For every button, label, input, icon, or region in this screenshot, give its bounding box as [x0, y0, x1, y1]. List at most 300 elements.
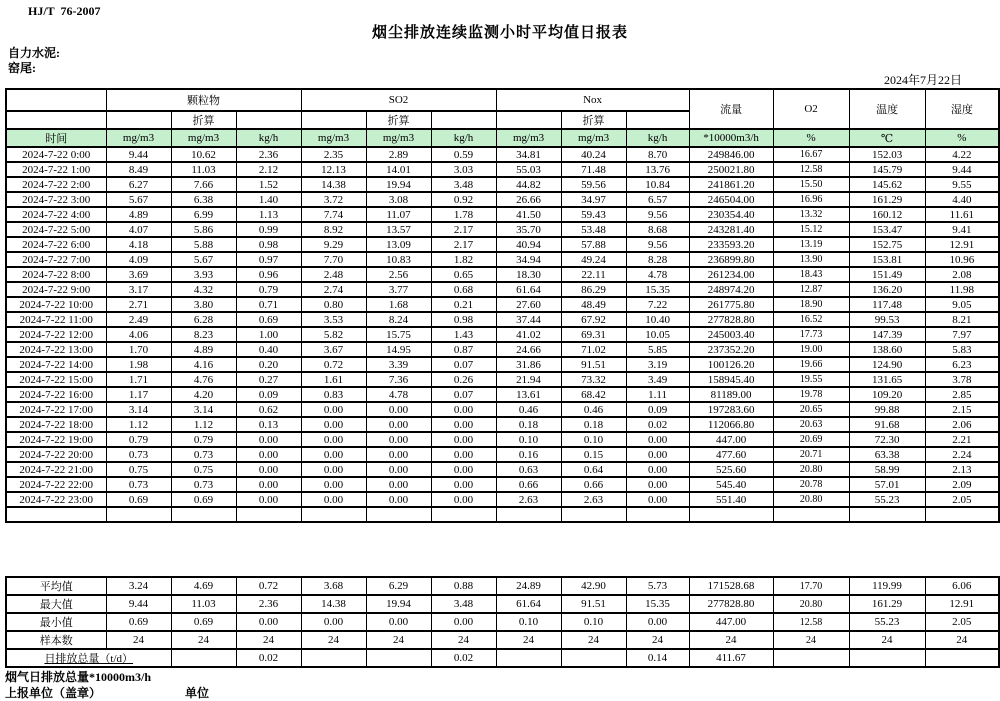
value-cell: 0.63 — [496, 462, 561, 477]
value-cell: 2.06 — [925, 417, 999, 432]
value-cell: 0.18 — [496, 417, 561, 432]
value-cell: 1.11 — [626, 387, 689, 402]
value-cell: 0.00 — [431, 477, 496, 492]
summary-value-cell: 0.00 — [301, 613, 366, 631]
value-cell: 53.48 — [561, 222, 626, 237]
time-cell: 2024-7-22 20:00 — [6, 447, 106, 462]
value-cell: 2.08 — [925, 267, 999, 282]
value-cell: 1.12 — [171, 417, 236, 432]
value-cell: 0.09 — [236, 387, 301, 402]
group-header-particulate: 颗粒物 — [106, 89, 301, 111]
empty-cell — [301, 507, 366, 522]
value-cell: 1.70 — [106, 342, 171, 357]
value-cell: 14.38 — [301, 177, 366, 192]
reporting-unit-label: 上报单位（盖章） — [5, 686, 102, 700]
value-cell: 0.00 — [366, 447, 431, 462]
value-cell: 0.02 — [626, 417, 689, 432]
daily-total-value-cell — [925, 649, 999, 667]
daily-total-value-cell — [849, 649, 925, 667]
footer-line2 — [5, 684, 210, 701]
value-cell: 152.03 — [849, 147, 925, 162]
empty-cell — [561, 507, 626, 522]
value-cell: 4.32 — [171, 282, 236, 297]
value-cell: 0.73 — [106, 447, 171, 462]
main-table-body — [6, 147, 999, 522]
value-cell: 545.40 — [689, 477, 773, 492]
value-cell: 0.73 — [106, 477, 171, 492]
summary-value-cell: 24 — [431, 631, 496, 649]
time-cell: 2024-7-22 0:00 — [6, 147, 106, 162]
subheader-converted: 折算 — [171, 111, 236, 129]
summary-value-cell: 24 — [689, 631, 773, 649]
value-cell: 4.89 — [106, 207, 171, 222]
value-cell: 1.12 — [106, 417, 171, 432]
value-cell: 35.70 — [496, 222, 561, 237]
unit-header: kg/h — [626, 129, 689, 147]
value-cell: 91.51 — [561, 357, 626, 372]
value-cell: 16.96 — [773, 192, 849, 207]
value-cell: 2.56 — [366, 267, 431, 282]
value-cell: 0.00 — [431, 462, 496, 477]
value-cell: 10.83 — [366, 252, 431, 267]
value-cell: 3.03 — [431, 162, 496, 177]
page-title: 烟尘排放连续监测小时平均值日报表 — [371, 25, 628, 41]
value-cell: 261234.00 — [689, 267, 773, 282]
value-cell: 0.00 — [626, 447, 689, 462]
value-cell: 0.66 — [561, 477, 626, 492]
value-cell: 0.79 — [171, 432, 236, 447]
value-cell: 2.17 — [431, 237, 496, 252]
value-cell: 0.98 — [431, 312, 496, 327]
time-cell: 2024-7-22 4:00 — [6, 207, 106, 222]
value-cell: 3.39 — [366, 357, 431, 372]
value-cell: 0.00 — [301, 477, 366, 492]
time-cell: 2024-7-22 2:00 — [6, 177, 106, 192]
value-cell: 1.78 — [431, 207, 496, 222]
value-cell: 2.21 — [925, 432, 999, 447]
table-row — [6, 402, 999, 417]
summary-value-cell: 0.88 — [431, 577, 496, 595]
time-cell: 2024-7-22 7:00 — [6, 252, 106, 267]
value-cell: 237352.20 — [689, 342, 773, 357]
value-cell: 57.88 — [561, 237, 626, 252]
value-cell: 3.14 — [171, 402, 236, 417]
value-cell: 5.82 — [301, 327, 366, 342]
value-cell: 0.79 — [236, 282, 301, 297]
value-cell: 112066.80 — [689, 417, 773, 432]
value-cell: 9.55 — [925, 177, 999, 192]
value-cell: 0.00 — [626, 432, 689, 447]
value-cell: 3.14 — [106, 402, 171, 417]
value-cell: 4.06 — [106, 327, 171, 342]
time-cell: 2024-7-22 15:00 — [6, 372, 106, 387]
summary-value-cell: 12.91 — [925, 595, 999, 613]
value-cell: 0.00 — [236, 492, 301, 507]
value-cell: 2.48 — [301, 267, 366, 282]
value-cell: 63.38 — [849, 447, 925, 462]
summary-row-label: 最小值 — [6, 613, 106, 631]
value-cell: 0.27 — [236, 372, 301, 387]
value-cell: 11.61 — [925, 207, 999, 222]
daily-total-value-cell: 0.14 — [626, 649, 689, 667]
empty-cell — [689, 507, 773, 522]
value-cell: 17.73 — [773, 327, 849, 342]
value-cell: 3.77 — [366, 282, 431, 297]
value-cell: 13.57 — [366, 222, 431, 237]
summary-value-cell: 3.68 — [301, 577, 366, 595]
value-cell: 6.23 — [925, 357, 999, 372]
value-cell: 0.75 — [171, 462, 236, 477]
value-cell: 10.40 — [626, 312, 689, 327]
value-cell: 0.00 — [626, 477, 689, 492]
value-cell: 153.47 — [849, 222, 925, 237]
value-cell: 11.98 — [925, 282, 999, 297]
table-row — [6, 387, 999, 402]
summary-value-cell: 14.38 — [301, 595, 366, 613]
blank-header-cell — [106, 111, 171, 129]
value-cell: 2.15 — [925, 402, 999, 417]
value-cell: 3.53 — [301, 312, 366, 327]
value-cell: 4.78 — [366, 387, 431, 402]
unit-header: kg/h — [236, 129, 301, 147]
empty-cell — [849, 507, 925, 522]
value-cell: 12.87 — [773, 282, 849, 297]
value-cell: 1.17 — [106, 387, 171, 402]
value-cell: 6.99 — [171, 207, 236, 222]
flue-gas-total-label: 烟气日排放总量*10000m3/h — [5, 670, 152, 684]
value-cell: 48.49 — [561, 297, 626, 312]
value-cell: 3.93 — [171, 267, 236, 282]
value-cell: 10.62 — [171, 147, 236, 162]
value-cell: 131.65 — [849, 372, 925, 387]
value-cell: 1.61 — [301, 372, 366, 387]
value-cell: 73.32 — [561, 372, 626, 387]
value-cell: 2.74 — [301, 282, 366, 297]
value-cell: 49.24 — [561, 252, 626, 267]
empty-cell — [366, 507, 431, 522]
summary-value-cell: 5.73 — [626, 577, 689, 595]
value-cell: 0.00 — [301, 492, 366, 507]
empty-cell — [925, 507, 999, 522]
report-date: 2024年7月22日 — [883, 73, 962, 87]
value-cell: 10.05 — [626, 327, 689, 342]
value-cell: 3.72 — [301, 192, 366, 207]
time-cell: 2024-7-22 8:00 — [6, 267, 106, 282]
summary-value-cell: 447.00 — [689, 613, 773, 631]
value-cell: 3.08 — [366, 192, 431, 207]
summary-value-cell: 3.24 — [106, 577, 171, 595]
value-cell: 2.36 — [236, 147, 301, 162]
value-cell: 20.80 — [773, 492, 849, 507]
value-cell: 0.73 — [171, 477, 236, 492]
value-cell: 20.69 — [773, 432, 849, 447]
value-cell: 4.89 — [171, 342, 236, 357]
table-row — [6, 492, 999, 507]
value-cell: 0.69 — [236, 312, 301, 327]
value-cell: 9.41 — [925, 222, 999, 237]
table-row — [6, 252, 999, 267]
value-cell: 4.76 — [171, 372, 236, 387]
value-cell: 58.99 — [849, 462, 925, 477]
subheader-converted: 折算 — [561, 111, 626, 129]
summary-value-cell: 0.00 — [626, 613, 689, 631]
value-cell: 4.40 — [925, 192, 999, 207]
value-cell: 7.97 — [925, 327, 999, 342]
value-cell: 15.35 — [626, 282, 689, 297]
summary-value-cell: 171528.68 — [689, 577, 773, 595]
value-cell: 9.44 — [106, 147, 171, 162]
value-cell: 5.88 — [171, 237, 236, 252]
value-cell: 243281.40 — [689, 222, 773, 237]
value-cell: 0.66 — [496, 477, 561, 492]
summary-value-cell: 6.29 — [366, 577, 431, 595]
value-cell: 2.13 — [925, 462, 999, 477]
value-cell: 1.52 — [236, 177, 301, 192]
table-row — [6, 162, 999, 177]
time-cell: 2024-7-22 3:00 — [6, 192, 106, 207]
value-cell: 13.09 — [366, 237, 431, 252]
value-cell: 0.46 — [496, 402, 561, 417]
value-cell: 12.58 — [773, 162, 849, 177]
time-cell: 2024-7-22 6:00 — [6, 237, 106, 252]
table-row — [6, 222, 999, 237]
daily-total-value-cell — [171, 649, 236, 667]
value-cell: 0.73 — [171, 447, 236, 462]
value-cell: 13.32 — [773, 207, 849, 222]
empty-cell — [431, 507, 496, 522]
value-cell: 24.66 — [496, 342, 561, 357]
empty-cell — [106, 507, 171, 522]
summary-row — [6, 595, 999, 613]
value-cell: 0.00 — [301, 417, 366, 432]
summary-value-cell: 61.64 — [496, 595, 561, 613]
value-cell: 4.18 — [106, 237, 171, 252]
value-cell: 1.71 — [106, 372, 171, 387]
value-cell: 0.00 — [236, 477, 301, 492]
value-cell: 71.48 — [561, 162, 626, 177]
value-cell: 59.43 — [561, 207, 626, 222]
daily-total-row — [6, 649, 999, 667]
value-cell: 230354.40 — [689, 207, 773, 222]
value-cell: 40.24 — [561, 147, 626, 162]
value-cell: 0.98 — [236, 237, 301, 252]
value-cell: 241861.20 — [689, 177, 773, 192]
value-cell: 7.22 — [626, 297, 689, 312]
value-cell: 0.00 — [626, 492, 689, 507]
summary-value-cell: 24 — [496, 631, 561, 649]
summary-value-cell: 24 — [366, 631, 431, 649]
table-row — [6, 147, 999, 162]
value-cell: 2.63 — [561, 492, 626, 507]
value-cell: 0.65 — [431, 267, 496, 282]
value-cell: 250021.80 — [689, 162, 773, 177]
value-cell: 236899.80 — [689, 252, 773, 267]
table-row — [6, 462, 999, 477]
value-cell: 40.94 — [496, 237, 561, 252]
empty-cell — [6, 507, 106, 522]
value-cell: 1.13 — [236, 207, 301, 222]
value-cell: 100126.20 — [689, 357, 773, 372]
value-cell: 13.61 — [496, 387, 561, 402]
value-cell: 0.00 — [366, 417, 431, 432]
value-cell: 10.96 — [925, 252, 999, 267]
value-cell: 41.02 — [496, 327, 561, 342]
value-cell: 9.44 — [925, 162, 999, 177]
value-cell: 37.44 — [496, 312, 561, 327]
value-cell: 1.43 — [431, 327, 496, 342]
value-cell: 9.56 — [626, 207, 689, 222]
value-cell: 61.64 — [496, 282, 561, 297]
table-row — [6, 192, 999, 207]
summary-value-cell: 12.58 — [773, 613, 849, 631]
value-cell: 0.21 — [431, 297, 496, 312]
daily-total-value-cell: 411.67 — [689, 649, 773, 667]
value-cell: 0.00 — [366, 462, 431, 477]
time-cell: 2024-7-22 16:00 — [6, 387, 106, 402]
value-cell: 3.78 — [925, 372, 999, 387]
daily-total-value-cell — [561, 649, 626, 667]
value-cell: 3.48 — [431, 177, 496, 192]
table-row — [6, 327, 999, 342]
value-cell: 2.24 — [925, 447, 999, 462]
value-cell: 3.49 — [626, 372, 689, 387]
value-cell: 0.00 — [431, 432, 496, 447]
value-cell: 136.20 — [849, 282, 925, 297]
value-cell: 9.29 — [301, 237, 366, 252]
summary-value-cell: 119.99 — [849, 577, 925, 595]
value-cell: 21.94 — [496, 372, 561, 387]
value-cell: 4.22 — [925, 147, 999, 162]
value-cell: 161.29 — [849, 192, 925, 207]
value-cell: 3.19 — [626, 357, 689, 372]
table-row — [6, 297, 999, 312]
value-cell: 0.00 — [626, 462, 689, 477]
value-cell: 8.49 — [106, 162, 171, 177]
summary-value-cell: 0.00 — [431, 613, 496, 631]
table-row — [6, 357, 999, 372]
time-cell: 2024-7-22 23:00 — [6, 492, 106, 507]
summary-value-cell: 11.03 — [171, 595, 236, 613]
value-cell: 109.20 — [849, 387, 925, 402]
value-cell: 0.10 — [561, 432, 626, 447]
daily-total-value-cell: 0.02 — [236, 649, 301, 667]
summary-row — [6, 577, 999, 595]
value-cell: 447.00 — [689, 432, 773, 447]
value-cell: 34.81 — [496, 147, 561, 162]
value-cell: 55.23 — [849, 492, 925, 507]
value-cell: 0.59 — [431, 147, 496, 162]
standard-label: HJ/T 76-2007 — [28, 4, 101, 18]
value-cell: 0.00 — [301, 432, 366, 447]
summary-value-cell: 3.48 — [431, 595, 496, 613]
value-cell: 0.10 — [496, 432, 561, 447]
value-cell: 197283.60 — [689, 402, 773, 417]
value-cell: 99.53 — [849, 312, 925, 327]
value-cell: 147.39 — [849, 327, 925, 342]
value-cell: 44.82 — [496, 177, 561, 192]
value-cell: 91.68 — [849, 417, 925, 432]
value-cell: 12.13 — [301, 162, 366, 177]
value-cell: 0.97 — [236, 252, 301, 267]
table-row — [6, 267, 999, 282]
value-cell: 160.12 — [849, 207, 925, 222]
value-cell: 0.00 — [301, 447, 366, 462]
value-cell: 15.50 — [773, 177, 849, 192]
value-cell: 0.07 — [431, 357, 496, 372]
value-cell: 0.75 — [106, 462, 171, 477]
value-cell: 7.70 — [301, 252, 366, 267]
value-cell: 0.00 — [431, 447, 496, 462]
value-cell: 8.28 — [626, 252, 689, 267]
table-row — [6, 447, 999, 462]
header-group-row — [6, 89, 999, 111]
value-cell: 246504.00 — [689, 192, 773, 207]
group-header-so2: SO2 — [301, 89, 496, 111]
value-cell: 4.16 — [171, 357, 236, 372]
value-cell: 8.70 — [626, 147, 689, 162]
summary-row — [6, 631, 999, 649]
empty-cell — [171, 507, 236, 522]
summary-value-cell: 2.36 — [236, 595, 301, 613]
time-cell: 2024-7-22 10:00 — [6, 297, 106, 312]
summary-value-cell: 24 — [236, 631, 301, 649]
column-header-flow: 流量 — [689, 89, 773, 129]
value-cell: 19.00 — [773, 342, 849, 357]
value-cell: 2.49 — [106, 312, 171, 327]
summary-row-label: 平均值 — [6, 577, 106, 595]
table-row — [6, 282, 999, 297]
value-cell: 0.00 — [236, 447, 301, 462]
value-cell: 0.00 — [366, 402, 431, 417]
empty-cell — [626, 507, 689, 522]
value-cell: 152.75 — [849, 237, 925, 252]
summary-value-cell: 24.89 — [496, 577, 561, 595]
value-cell: 68.42 — [561, 387, 626, 402]
time-cell: 2024-7-22 21:00 — [6, 462, 106, 477]
time-cell: 2024-7-22 19:00 — [6, 432, 106, 447]
summary-value-cell: 161.29 — [849, 595, 925, 613]
unit-header: kg/h — [431, 129, 496, 147]
value-cell: 4.07 — [106, 222, 171, 237]
value-cell: 1.00 — [236, 327, 301, 342]
blank-header-cell — [496, 111, 561, 129]
value-cell: 0.99 — [236, 222, 301, 237]
value-cell: 31.86 — [496, 357, 561, 372]
value-cell: 20.80 — [773, 462, 849, 477]
summary-value-cell: 24 — [171, 631, 236, 649]
summary-table-body — [6, 577, 999, 667]
summary-row-label: 样本数 — [6, 631, 106, 649]
value-cell: 7.36 — [366, 372, 431, 387]
value-cell: 18.43 — [773, 267, 849, 282]
time-cell: 2024-7-22 9:00 — [6, 282, 106, 297]
value-cell: 67.92 — [561, 312, 626, 327]
summary-value-cell: 24 — [849, 631, 925, 649]
value-cell: 19.66 — [773, 357, 849, 372]
value-cell: 11.07 — [366, 207, 431, 222]
daily-total-value-cell: 0.02 — [431, 649, 496, 667]
summary-row-label: 最大值 — [6, 595, 106, 613]
summary-value-cell: 91.51 — [561, 595, 626, 613]
empty-row — [6, 507, 999, 522]
value-cell: 0.83 — [301, 387, 366, 402]
blank-header-cell — [6, 89, 106, 111]
value-cell: 0.00 — [366, 492, 431, 507]
value-cell: 5.67 — [106, 192, 171, 207]
unit-header: mg/m3 — [561, 129, 626, 147]
value-cell: 0.40 — [236, 342, 301, 357]
empty-cell — [496, 507, 561, 522]
